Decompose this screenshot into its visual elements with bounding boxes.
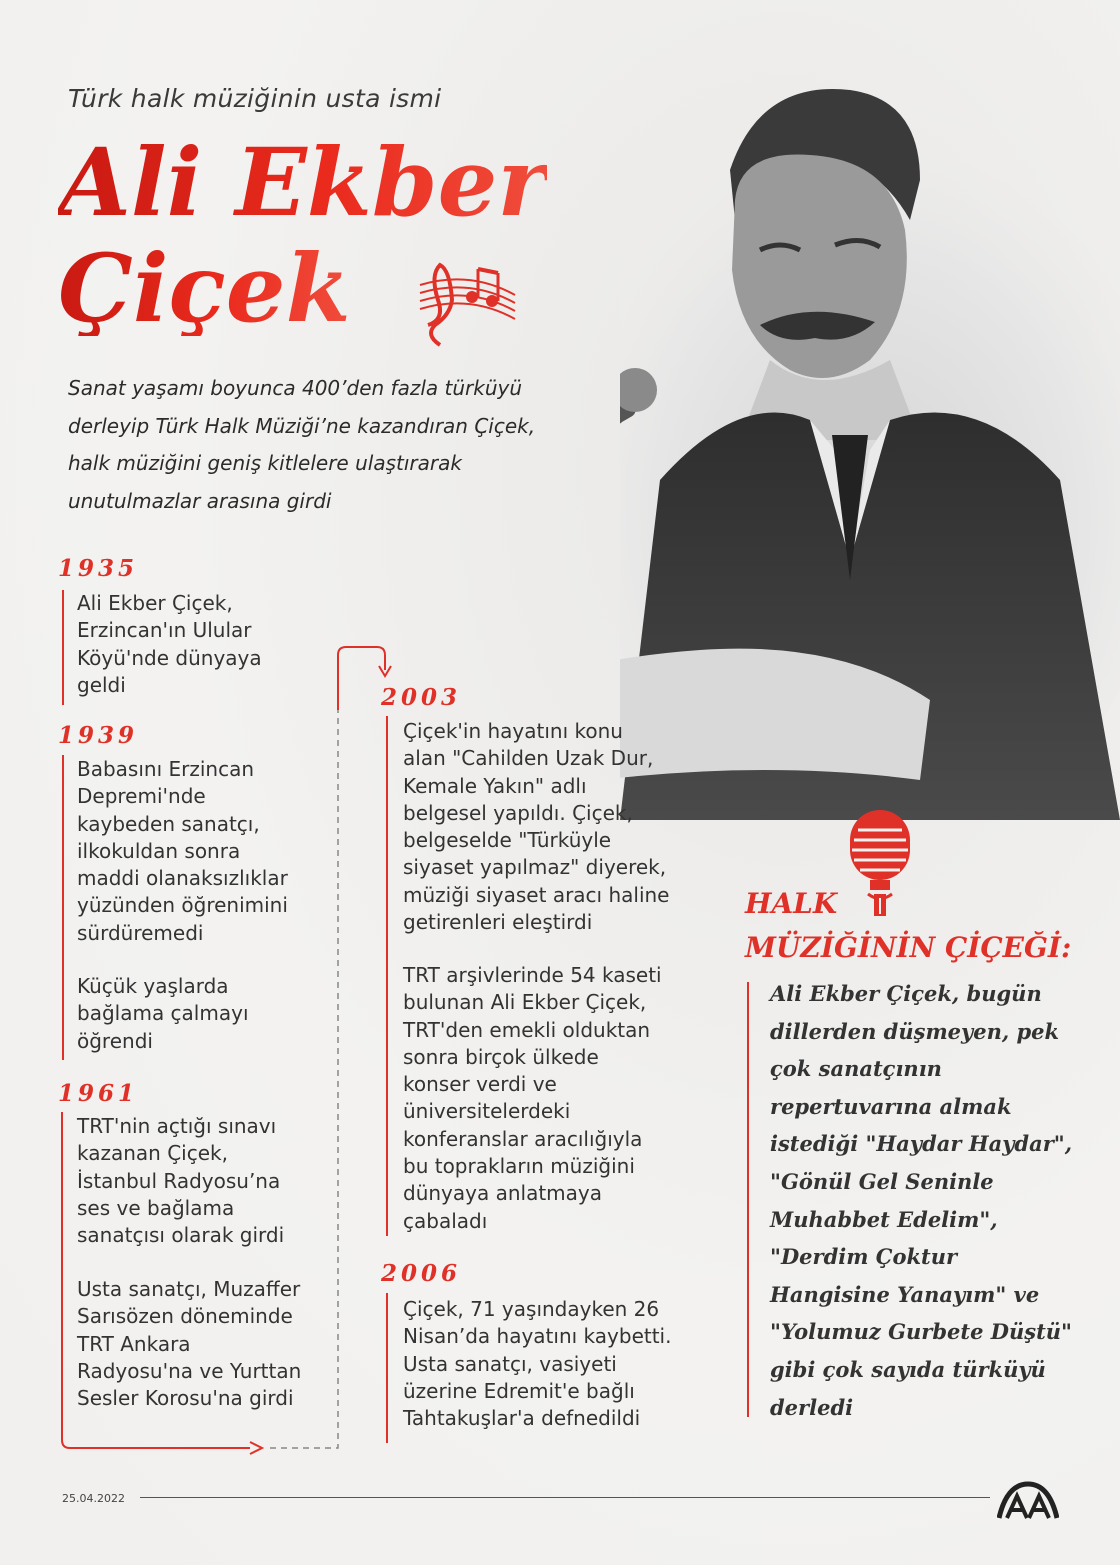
intro-text: Sanat yaşamı boyunca 400’den fazla türküyü derleyip Türk Halk Müziği’ne kazandıran Çiçek, halk müziğini geniş kitlelere ulaştırarak unutulmazlar arasına girdi [68,376,536,513]
logo-text [1059,1478,1060,1479]
event-1939-text-2: Küçük yaşlarda bağlama çalmayı öğrendi [77,974,249,1053]
year-1961: 1961 [58,1080,139,1107]
box-bar [747,982,749,1417]
timeline-connector [55,640,405,1460]
kicker: Türk halk müziğinin usta ismi [68,84,442,113]
box-text: Ali Ekber Çiçek, bugün dillerden düşmeyen, pek çok sanatçının repertuvarına almak istediği "Haydar Haydar", "Gönül Gel Seninle Muhabbet Edelim", "Derdim Çoktur Hangisine Yanayım" ve "Yolumuz Gurbete Düştü" gibi çok sayıda türküyü derledi [770,981,1073,1420]
year-2003: 2003 [381,684,462,711]
year-1939: 1939 [58,722,139,749]
event-2006-text: Çiçek, 71 yaşındayken 26 Nisan’da hayatını kaybetti. Usta sanatçı, vasiyeti üzerine Edremit'e bağlı Tahtakuşlar'a defnedildi [403,1297,672,1431]
event-1939-text-1: Babasını Erzincan Depremi'nde kaybeden sanatçı, ilkokuldan sonra maddi olanaksızlıklar yüzünden öğrenimini sürdüremedi [77,757,288,945]
title-line1: Ali Ekber [58,128,547,238]
event-1961-text-2: Usta sanatçı, Muzaffer Sarısözen döneminde TRT Ankara Radyosu'na ve Yurttan Sesler Korosu'na girdi [77,1277,302,1411]
date: 25.04.2022 [62,1492,125,1505]
event-2003-text-1: Çiçek'in hayatını konu alan "Cahilden Uzak Dur, Kemale Yakın" adlı belgesel yapıldı. Çiçek, belgeselde "Türküyle siyaset yapılmaz" diyerek, müziği siyaset aracı haline getirenleri eleştirdi [403,719,670,935]
box-title-line2: MÜZİĞİNİN ÇİÇEĞİ: [745,931,1072,964]
event-2003-text-2: TRT arşivlerinde 54 kaseti bulunan Ali Ekber Çiçek, TRT'den emekli olduktan sonra birçok ülkede konser verdi ve üniversitelerdeki konferanslar aracılığıyla bu toprakların müziğini dünyaya anlatmaya çabaladı [403,963,662,1233]
event-1935-text: Ali Ekber Çiçek, Erzincan'ın Ulular Köyü'nde dünyaya geldi [77,591,262,697]
timeline-bar [386,716,388,1236]
year-1935: 1935 [58,555,139,582]
portrait-illustration [620,60,1120,820]
event-1961-text-1: TRT'nin açtığı sınavı kazanan Çiçek, İstanbul Radyosu’na ses ve bağlama sanatçısı olarak girdi [77,1114,285,1248]
footer-divider [140,1497,990,1498]
title-line2: Çiçek [58,234,351,344]
microphone-icon [840,808,920,918]
treble-clef-icon [410,255,520,355]
year-2006: 2006 [381,1260,462,1287]
box-title-line1: HALK [745,887,838,920]
timeline-bar [386,1293,388,1443]
aa-logo-icon [997,1478,1059,1522]
